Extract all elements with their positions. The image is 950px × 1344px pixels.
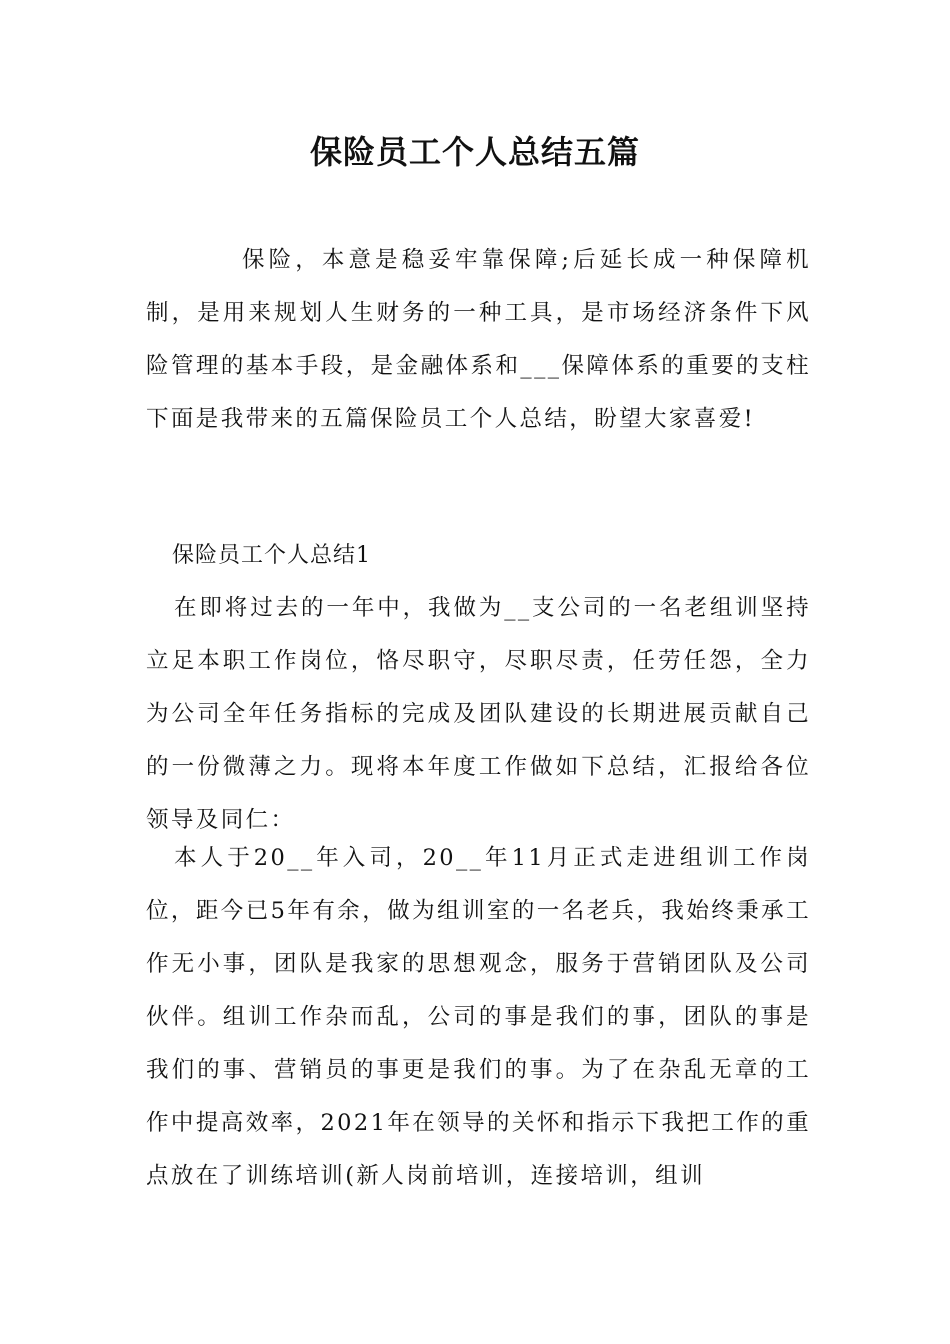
body-paragraph-2: 本人于20__年入司，20__年11月正式走进组训工作岗位，距今已5年有余，做为组训室的一名老兵，我始终秉承工作无小事，团队是我家的思想观念，服务于营销团队及公司伙伴。组训工作杂而乱，公司的事是我们的事，团队的事是我们的事、营销员的事更是我们的事。为了在杂乱无章的工作中提高效率，2021年在领导的关怀和指示下我把工作的重点放在了训练培训(新人岗前培训，连接培训，组训 <box>146 845 811 1189</box>
intro-paragraph: 保险，本意是稳妥牢靠保障;后延长成一种保障机制，是用来规划人生财务的一种工具，是市场经济条件下风险管理的基本手段，是金融体系和___保障体系的重要的支柱下面是我带来的五篇保险员工个人总结，盼望大家喜爱! <box>146 247 811 432</box>
document-title: 保险员工个人总结五篇 <box>309 133 640 171</box>
body-paragraph-1: 在即将过去的一年中，我做为__支公司的一名老组训坚持立足本职工作岗位，恪尽职守，尽职尽责，任劳任怨，全力为公司全年任务指标的完成及团队建设的长期进展贡献自己的一份微薄之力。现将本年度工作做如下总结，汇报给各位领导及同仁： <box>146 595 811 833</box>
section-heading: 保险员工个人总结1 <box>172 543 371 568</box>
